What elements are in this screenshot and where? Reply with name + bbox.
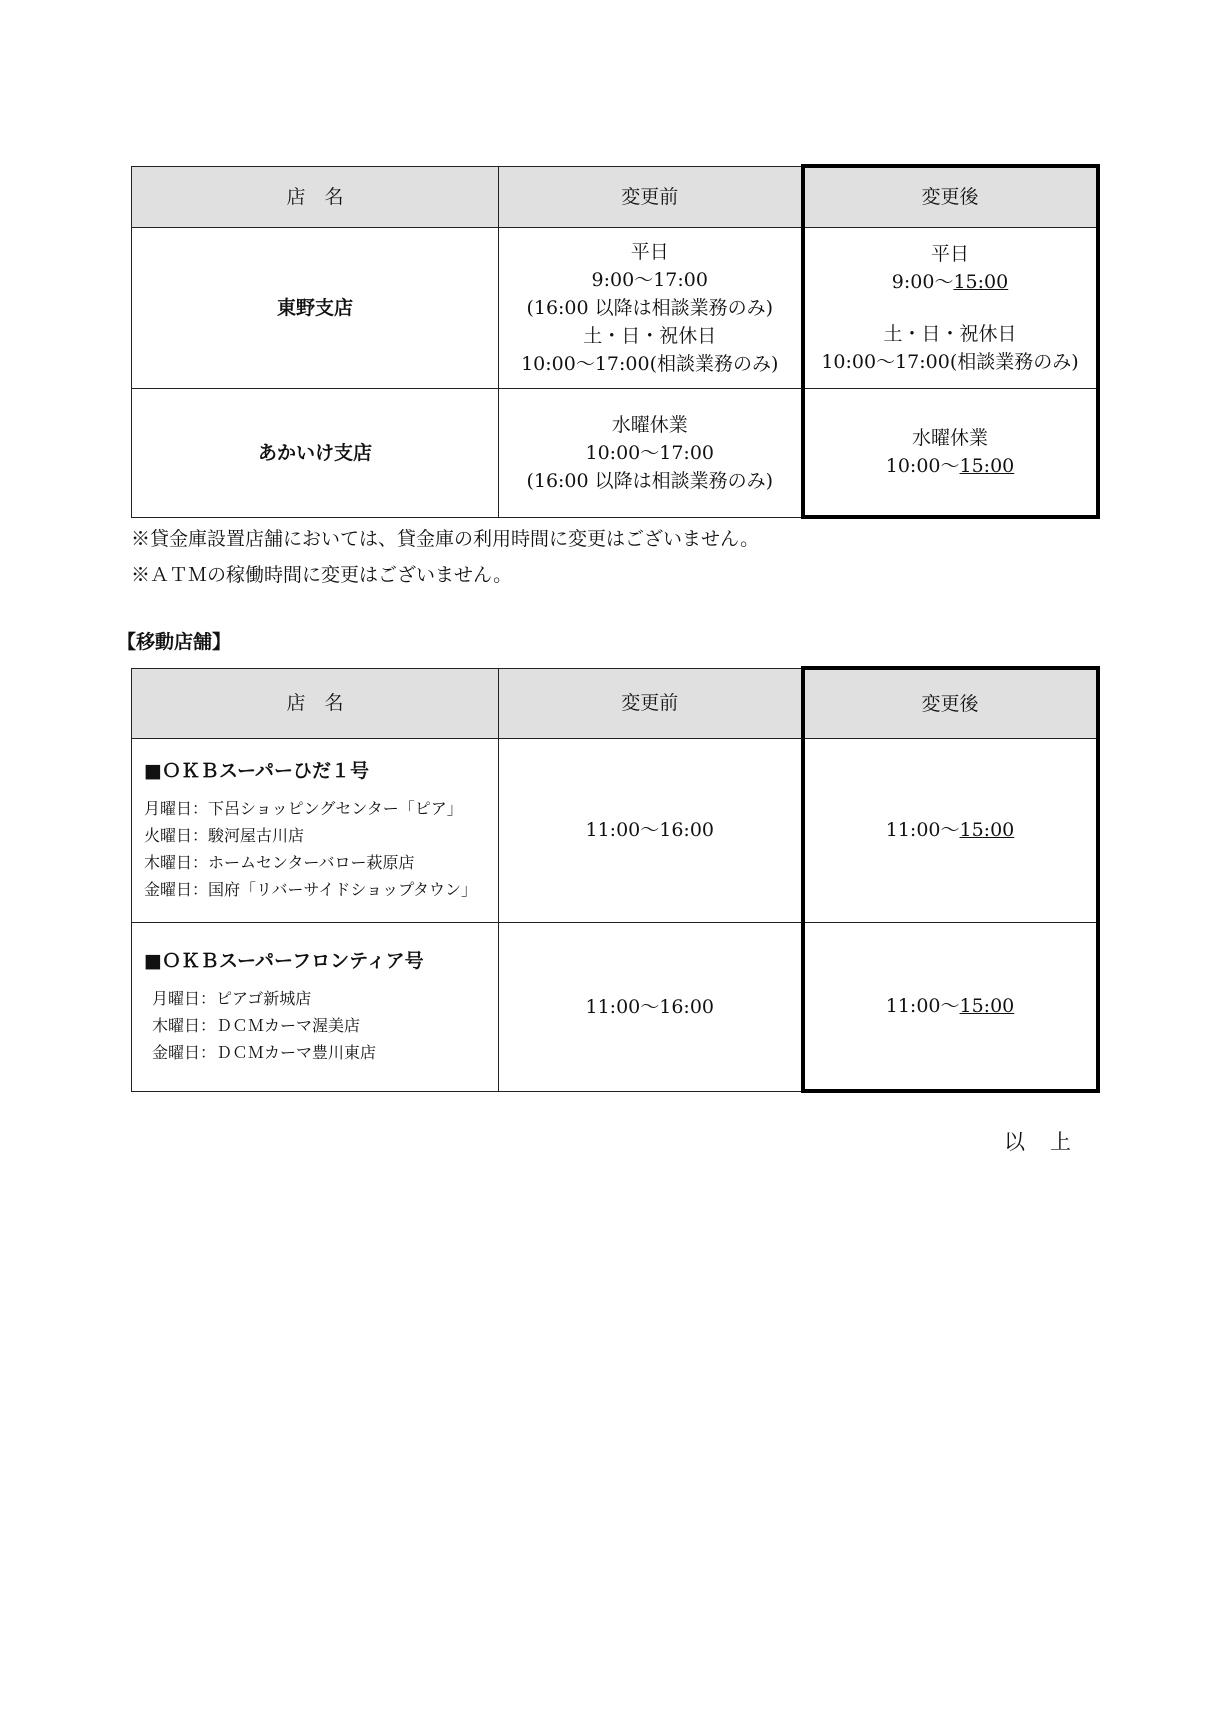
before-hours: 11:00～16:00	[499, 738, 803, 922]
schedule-line: 月曜日：下呂ショッピングセンター「ピア」	[144, 799, 463, 818]
header-before: 変更前	[499, 668, 803, 738]
schedule-line: 木曜日：ホームセンターバロー萩原店	[144, 853, 415, 872]
before-line: (16:00 以降は相談業務のみ)	[526, 296, 774, 319]
after-line: 土・日・祝休日	[883, 322, 1017, 345]
schedule-line: 木曜日：ＤＣＭカーマ渥美店	[152, 1016, 361, 1035]
closing-mark: 以 上	[1004, 1130, 1073, 1154]
before-line: (16:00 以降は相談業務のみ)	[526, 469, 774, 492]
branch-name: あかいけ支店	[132, 388, 499, 517]
schedule-line: 金曜日：国府「リバーサイドショップタウン」	[144, 880, 477, 899]
before-line: 10:00～17:00(相談業務のみ)	[521, 352, 779, 375]
changed-time: 15:00	[959, 819, 1015, 841]
header-after: 変更後	[803, 166, 1098, 227]
branch-hours-table	[131, 164, 1100, 519]
header-before: 変更前	[499, 166, 803, 227]
header-after: 変更後	[803, 668, 1098, 738]
mobile-store-info	[132, 738, 499, 922]
after-hours: 11:00～15:00	[803, 738, 1098, 922]
header-store-name: 店 名	[132, 166, 499, 227]
mobile-store-table	[131, 666, 1100, 1093]
table-row	[132, 227, 1098, 388]
changed-time: 15:00	[959, 454, 1015, 477]
schedule-line: 金曜日：ＤＣＭカーマ豊川東店	[152, 1043, 377, 1062]
schedule-line: 月曜日：ピアゴ新城店	[152, 989, 312, 1008]
before-line: 9:00～17:00	[591, 268, 708, 291]
after-line: 10:00～15:00	[885, 454, 1015, 477]
before-line: 水曜休業	[611, 413, 688, 436]
section-title: 【移動店舗】	[117, 631, 232, 653]
note-safe-deposit: ※貸金庫設置店舗においては、貸金庫の利用時間に変更はございません。	[131, 528, 760, 550]
table-row	[132, 738, 1098, 922]
before-line: 土・日・祝休日	[583, 324, 717, 347]
after-line: 水曜休業	[911, 426, 988, 449]
branch-name: 東野支店	[132, 227, 499, 388]
note-atm: ※ＡＴＭの稼働時間に変更はございません。	[131, 564, 513, 586]
after-hours	[803, 388, 1098, 517]
before-hours: 11:00～16:00	[499, 922, 803, 1091]
after-line: 平日	[930, 242, 969, 265]
mobile-store-title: ■ＯＫＢスーパーフロンティア号	[144, 950, 424, 972]
after-hours: 11:00～15:00	[803, 922, 1098, 1091]
table-row	[132, 388, 1098, 517]
before-hours	[499, 227, 803, 388]
before-hours	[499, 388, 803, 517]
after-hours	[803, 227, 1098, 388]
schedule-line: 火曜日：駿河屋古川店	[144, 826, 305, 845]
after-line: 9:00～15:00	[891, 270, 1009, 293]
mobile-store-title: ■ＯＫＢスーパーひだ１号	[144, 760, 370, 782]
changed-time: 15:00	[959, 994, 1015, 1017]
before-line: 平日	[630, 240, 669, 263]
after-line: 10:00～17:00(相談業務のみ)	[821, 350, 1079, 373]
mobile-store-info	[132, 922, 499, 1091]
header-store-name: 店 名	[132, 668, 499, 738]
table-row	[132, 922, 1098, 1091]
changed-time: 15:00	[953, 270, 1009, 293]
before-line: 10:00～17:00	[585, 441, 714, 464]
